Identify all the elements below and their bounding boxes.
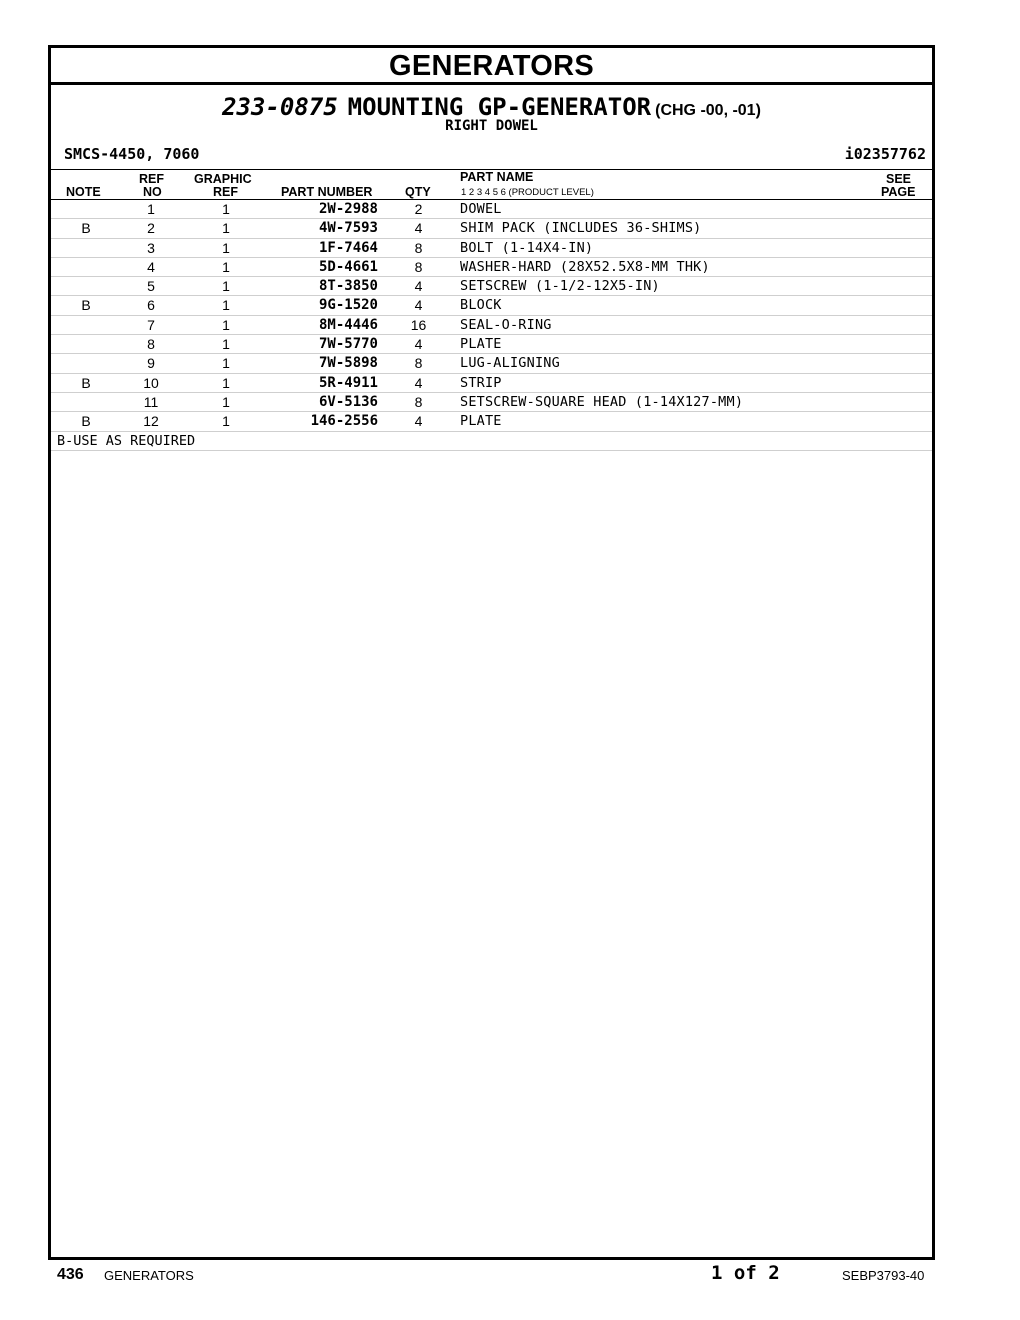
smcs-codes: SMCS-4450, 7060 — [64, 145, 200, 163]
qty-cell: 4 — [414, 297, 423, 314]
ref-no-cell: 7 — [147, 316, 155, 333]
ref-no-cell: 2 — [147, 220, 155, 237]
graphic-ref-cell: 1 — [222, 316, 230, 333]
header-ref-top: REF — [139, 172, 164, 186]
part-name-cell: BLOCK — [460, 297, 502, 314]
table-row — [51, 316, 932, 335]
part-number-cell: 8T-3850 — [318, 278, 378, 295]
table-row — [51, 335, 932, 354]
graphic-ref-cell: 1 — [222, 201, 230, 217]
ref-no-cell: 3 — [147, 239, 155, 256]
qty-cell: 8 — [414, 239, 423, 256]
graphic-ref-cell: 1 — [222, 355, 230, 372]
part-number-cell: 8M-4446 — [318, 316, 378, 333]
graphic-ref-cell: 1 — [222, 336, 230, 353]
header-graphic-bottom: REF — [213, 185, 238, 199]
ref-no-cell: 6 — [147, 297, 155, 314]
ref-no-cell: 12 — [143, 413, 159, 430]
part-number-cell: 1F-7464 — [318, 239, 378, 256]
header-see-bottom: PAGE — [881, 185, 916, 199]
ref-no-cell: 1 — [147, 201, 155, 217]
page-number: 436 — [57, 1266, 84, 1283]
graphic-ref-cell: 1 — [222, 297, 230, 314]
part-name-cell: SETSCREW (1-1/2-12X5-IN) — [460, 278, 660, 295]
qty-cell: 4 — [414, 278, 423, 295]
part-name-cell: PLATE — [460, 336, 502, 353]
graphic-ref-cell: 1 — [222, 393, 230, 410]
note-cell: B — [81, 374, 91, 391]
table-row — [51, 354, 932, 373]
page-frame — [48, 45, 935, 1260]
qty-cell: 8 — [414, 258, 423, 275]
table-row — [51, 412, 932, 431]
header-ref-bottom: NO — [143, 185, 162, 199]
table-row — [51, 296, 932, 315]
ref-no-cell: 9 — [147, 355, 155, 372]
qty-cell: 2 — [414, 201, 423, 217]
footnote: B-USE AS REQUIRED — [57, 432, 196, 449]
group-change-level: (CHG -00, -01) — [655, 102, 761, 119]
smcs-row — [51, 145, 932, 165]
ref-no-cell: 11 — [143, 393, 159, 410]
ref-no-cell: 10 — [143, 374, 159, 391]
note-cell: B — [81, 413, 91, 430]
parts-table-body — [51, 200, 932, 432]
graphic-ref-cell: 1 — [222, 374, 230, 391]
qty-cell: 8 — [414, 393, 423, 410]
part-number-cell: 7W-5770 — [318, 336, 378, 353]
qty-cell: 8 — [414, 355, 423, 372]
qty-cell: 4 — [414, 413, 423, 430]
header-see-top: SEE — [886, 172, 912, 186]
note-cell: B — [81, 297, 91, 314]
part-number-cell: 146-2556 — [310, 413, 378, 430]
group-number: 233-0875 — [222, 93, 338, 121]
graphic-ref-cell: 1 — [222, 278, 230, 295]
part-number-cell: 5D-4661 — [318, 258, 378, 275]
part-name-cell: LUG-ALIGNING — [460, 355, 560, 372]
part-number-cell: 7W-5898 — [318, 355, 378, 372]
table-row — [51, 200, 932, 219]
part-name-cell: SHIM PACK (INCLUDES 36-SHIMS) — [460, 220, 702, 237]
page-footer — [0, 1262, 1020, 1286]
qty-cell: 16 — [410, 316, 427, 333]
table-header — [51, 170, 932, 199]
header-qty: QTY — [405, 185, 431, 199]
part-number-cell: 9G-1520 — [318, 297, 378, 314]
part-name-cell: DOWEL — [460, 201, 502, 217]
table-row — [51, 219, 932, 238]
part-number-cell: 2W-2988 — [318, 201, 378, 217]
note-cell: B — [81, 220, 91, 237]
part-name-cell: SEAL-O-RING — [460, 316, 552, 333]
header-part-number: PART NUMBER — [281, 185, 373, 199]
header-product-level: 1 2 3 4 5 6 (PRODUCT LEVEL) — [461, 187, 594, 198]
table-row — [51, 277, 932, 296]
footnote-row — [51, 432, 932, 451]
part-name-cell: PLATE — [460, 413, 502, 430]
qty-cell: 4 — [414, 374, 423, 391]
part-number-cell: 6V-5136 — [318, 393, 378, 410]
part-number-cell: 5R-4911 — [318, 374, 378, 391]
part-number-cell: 4W-7593 — [318, 220, 378, 237]
header-part-name: PART NAME — [460, 170, 534, 184]
graphic-ref-cell: 1 — [222, 239, 230, 256]
ref-no-cell: 8 — [147, 336, 155, 353]
part-name-cell: SETSCREW-SQUARE HEAD (1-14X127-MM) — [460, 393, 744, 410]
illustration-id: i02357762 — [844, 145, 926, 163]
qty-cell: 4 — [414, 336, 423, 353]
graphic-ref-cell: 1 — [222, 413, 230, 430]
ref-no-cell: 4 — [147, 258, 155, 275]
table-row — [51, 393, 932, 412]
header-note: NOTE — [66, 185, 101, 199]
part-name-cell: WASHER-HARD (28X52.5X8-MM THK) — [460, 258, 710, 275]
table-row — [51, 239, 932, 258]
header-graphic-top: GRAPHIC — [194, 172, 252, 186]
section-title: GENERATORS — [51, 48, 932, 85]
graphic-ref-cell: 1 — [222, 220, 230, 237]
footer-section: GENERATORS — [104, 1268, 194, 1283]
group-subtitle: RIGHT DOWEL — [445, 118, 538, 134]
qty-cell: 4 — [414, 220, 423, 237]
sheet-indicator: 1 of 2 — [711, 1262, 780, 1284]
document-number: SEBP3793-40 — [842, 1268, 925, 1283]
part-name-cell: STRIP — [460, 374, 502, 391]
table-row — [51, 374, 932, 393]
ref-no-cell: 5 — [147, 278, 155, 295]
table-row — [51, 258, 932, 277]
part-name-cell: BOLT (1-14X4-IN) — [460, 239, 594, 256]
graphic-ref-cell: 1 — [222, 258, 230, 275]
group-name: MOUNTING GP-GENERATOR — [347, 93, 652, 121]
